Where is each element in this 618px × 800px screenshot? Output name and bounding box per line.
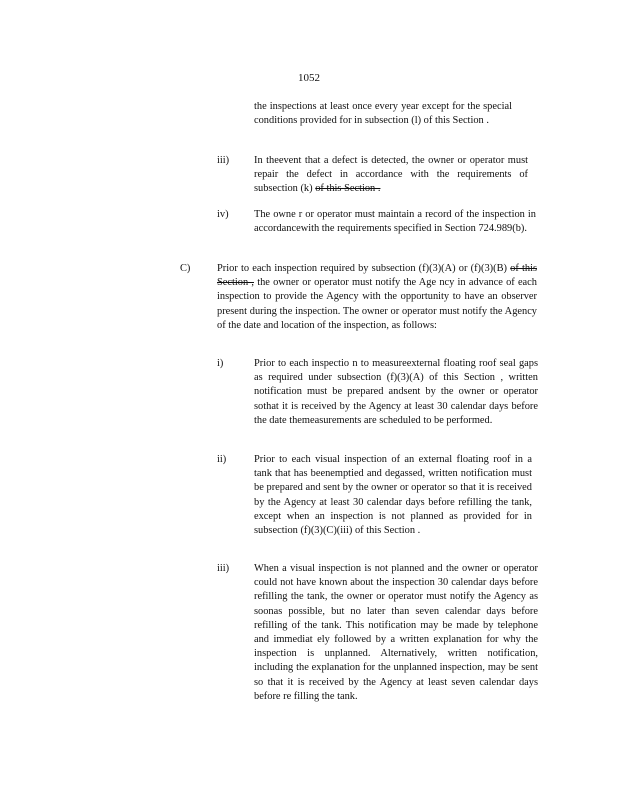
item-i-paragraph <box>254 357 538 428</box>
item-label-iii: iii) <box>217 155 230 166</box>
item-c-paragraph <box>217 262 537 333</box>
item-iii-paragraph <box>254 154 528 197</box>
item-label-i: i) <box>217 358 224 369</box>
paragraph-text: Prior to each visual inspection of an external floating roof in a tank that has beenemptied and degassed, written notification must be prepared and sent by the owner or operator so that it is received by the Agency at least 30 calendar days before refilling the tank, except when an inspection is not planned as provided for in subsection (f)(3)(C)(iii) of this Section . <box>254 454 532 537</box>
struck-text: of this Section . <box>315 183 381 195</box>
item-label-c: C) <box>180 263 191 274</box>
item-iv-paragraph <box>254 208 536 236</box>
paragraph-text: The owne r or operator must maintain a record of the inspection in accordancewith the requirements specified in Section 724.989(b). <box>254 209 536 235</box>
item-label-iii-second: iii) <box>217 563 230 574</box>
paragraph-text: In theevent that a defect is detected, the owner or operator must repair the defect in accordance with the requirements of subsection (k) <box>254 155 528 195</box>
paragraph-text: Prior to each inspection required by subsection (f)(3)(A) or (f)(3)(B) <box>217 263 507 274</box>
item-label-iv: iv) <box>217 209 229 220</box>
paragraph-text: Prior to each inspectio n to measureexternal floating roof seal gaps as required under subsection (f)(3)(A) of this Section , written notification must be prepared andsent by the owner or operator sothat it is received by the Agency at least 30 calendar days before the date themeasurements are scheduled to be performed. <box>254 358 538 426</box>
paragraph-text: the inspections at least once every year except for the special conditions provided for in subsection (l) of this Section . <box>254 101 512 127</box>
page-number: 1052 <box>298 72 320 84</box>
continuation-paragraph <box>254 100 512 128</box>
paragraph-text: When a visual inspection is not planned and the owner or operator could not have known about the inspection 30 calendar days before refilling the tank, the owner or operator must notify the Agency as soonas possible, but no later than seven calendar days before refilling of the tank. This notification may be made by telephone and immediat ely followed by a written explanation for why the inspection is unplanned. Alternatively, written notification, including the explanation for the unplanned inspection, may be sent so that it is received by the Agency at least seven calendar days before re filling the tank. <box>254 563 538 702</box>
item-ii-paragraph <box>254 453 532 538</box>
item-label-ii: ii) <box>217 454 227 465</box>
item-iii-second-paragraph <box>254 562 538 704</box>
struck-text: of this Section , <box>217 263 537 289</box>
paragraph-text-continued: the owner or operator must notify the Age ncy in advance of each inspection to provide the Agency with the opportunity to have an observer present during the inspection. The owner or operator must notify the Agency of the date and location of the inspection, as follows: <box>217 277 537 331</box>
